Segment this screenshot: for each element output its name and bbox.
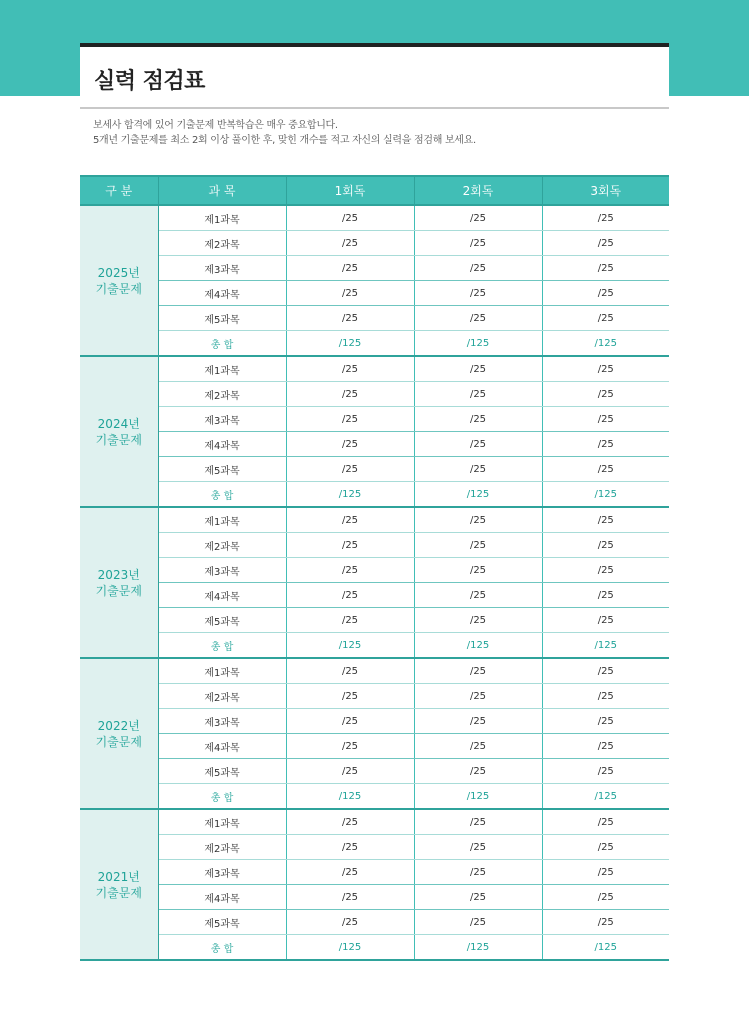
year-group-label	[80, 658, 158, 809]
score-cell-round-1[interactable]: /25	[286, 432, 414, 457]
table-row	[80, 558, 669, 583]
table-row	[80, 835, 669, 860]
subject-cell: 제5과목	[158, 608, 286, 633]
table-row	[80, 306, 669, 331]
subject-cell: 제1과목	[158, 658, 286, 684]
score-cell-round-1[interactable]: /25	[286, 205, 414, 231]
total-row	[80, 784, 669, 810]
score-cell-round-2[interactable]: /125	[414, 935, 542, 961]
score-cell-round-1[interactable]: /25	[286, 684, 414, 709]
score-cell-round-3[interactable]: /25	[542, 281, 669, 306]
score-cell-round-3[interactable]: /125	[542, 784, 669, 810]
score-cell-round-3[interactable]: /25	[542, 205, 669, 231]
score-cell-round-2[interactable]: /25	[414, 256, 542, 281]
table-row	[80, 734, 669, 759]
group-year: 2025년	[97, 265, 140, 280]
year-group-label	[80, 356, 158, 507]
score-cell-round-3[interactable]: /25	[542, 432, 669, 457]
subject-cell: 총 합	[158, 482, 286, 508]
group-sub: 기출문제	[95, 281, 142, 296]
score-cell-round-3[interactable]: /25	[542, 382, 669, 407]
score-cell-round-3[interactable]: /25	[542, 860, 669, 885]
score-cell-round-1[interactable]: /25	[286, 558, 414, 583]
subject-cell: 제2과목	[158, 835, 286, 860]
score-cell-round-2[interactable]: /125	[414, 784, 542, 810]
table-row	[80, 205, 669, 231]
score-cell-round-3[interactable]: /25	[542, 507, 669, 533]
table-row	[80, 684, 669, 709]
table-row	[80, 885, 669, 910]
subject-cell: 총 합	[158, 331, 286, 357]
subject-cell: 제2과목	[158, 533, 286, 558]
score-cell-round-2[interactable]: /25	[414, 885, 542, 910]
table-row	[80, 709, 669, 734]
score-cell-round-1[interactable]: /25	[286, 382, 414, 407]
score-cell-round-3[interactable]: /125	[542, 935, 669, 961]
table-body	[80, 205, 669, 960]
group-year: 2024년	[97, 416, 140, 431]
score-cell-round-2[interactable]: /25	[414, 734, 542, 759]
group-sub: 기출문제	[95, 432, 142, 447]
year-group-label	[80, 809, 158, 960]
score-cell-round-1[interactable]: /25	[286, 658, 414, 684]
table-row	[80, 860, 669, 885]
subject-cell: 제3과목	[158, 256, 286, 281]
score-cell-round-3[interactable]: /25	[542, 256, 669, 281]
subject-cell: 제3과목	[158, 860, 286, 885]
score-cell-round-2[interactable]: /25	[414, 231, 542, 256]
score-cell-round-2[interactable]: /25	[414, 608, 542, 633]
score-cell-round-3[interactable]: /25	[542, 608, 669, 633]
score-cell-round-1[interactable]: /25	[286, 507, 414, 533]
table-row	[80, 281, 669, 306]
total-row	[80, 482, 669, 508]
score-cell-round-2[interactable]: /25	[414, 860, 542, 885]
table-row	[80, 407, 669, 432]
score-cell-round-1[interactable]: /25	[286, 533, 414, 558]
score-check-table	[80, 175, 669, 961]
score-cell-round-1[interactable]: /25	[286, 809, 414, 835]
score-cell-round-3[interactable]: /25	[542, 734, 669, 759]
score-cell-round-1[interactable]: /25	[286, 759, 414, 784]
score-cell-round-1[interactable]: /125	[286, 935, 414, 961]
score-cell-round-2[interactable]: /25	[414, 809, 542, 835]
score-cell-round-2[interactable]: /25	[414, 835, 542, 860]
score-cell-round-3[interactable]: /25	[542, 910, 669, 935]
score-cell-round-2[interactable]: /25	[414, 709, 542, 734]
table-row	[80, 658, 669, 684]
score-cell-round-1[interactable]: /25	[286, 457, 414, 482]
subject-cell: 제2과목	[158, 231, 286, 256]
score-cell-round-2[interactable]: /125	[414, 331, 542, 357]
score-cell-round-3[interactable]: /25	[542, 885, 669, 910]
subject-cell: 총 합	[158, 784, 286, 810]
score-cell-round-1[interactable]: /25	[286, 910, 414, 935]
subject-cell: 제2과목	[158, 684, 286, 709]
score-cell-round-1[interactable]: /25	[286, 231, 414, 256]
score-cell-round-1[interactable]: /25	[286, 734, 414, 759]
table-row	[80, 608, 669, 633]
subject-cell: 제1과목	[158, 507, 286, 533]
table-row	[80, 382, 669, 407]
score-cell-round-2[interactable]: /25	[414, 533, 542, 558]
score-cell-round-3[interactable]: /25	[542, 684, 669, 709]
subject-cell: 제5과목	[158, 457, 286, 482]
intro-line-2: 5개년 기출문제를 최소 2회 이상 풀이한 후, 맞힌 개수를 적고 자신의 실력을 점검해 보세요.	[93, 135, 476, 146]
total-row	[80, 935, 669, 961]
score-cell-round-2[interactable]: /25	[414, 507, 542, 533]
header-round-1: 1회독	[286, 176, 414, 205]
group-sub: 기출문제	[95, 734, 142, 749]
group-sub: 기출문제	[95, 583, 142, 598]
score-cell-round-1[interactable]: /25	[286, 356, 414, 382]
subject-cell: 제2과목	[158, 382, 286, 407]
score-cell-round-2[interactable]: /25	[414, 281, 542, 306]
subject-cell: 총 합	[158, 633, 286, 659]
table-row	[80, 231, 669, 256]
table-row	[80, 533, 669, 558]
score-cell-round-3[interactable]: /25	[542, 231, 669, 256]
score-cell-round-1[interactable]: /25	[286, 407, 414, 432]
subject-cell: 제4과목	[158, 432, 286, 457]
score-cell-round-2[interactable]: /25	[414, 432, 542, 457]
score-cell-round-2[interactable]: /25	[414, 910, 542, 935]
title-divider	[80, 107, 669, 109]
score-cell-round-3[interactable]: /25	[542, 407, 669, 432]
table-row	[80, 256, 669, 281]
score-cell-round-1[interactable]: /125	[286, 633, 414, 659]
score-cell-round-3[interactable]: /25	[542, 558, 669, 583]
score-cell-round-1[interactable]: /25	[286, 608, 414, 633]
score-cell-round-3[interactable]: /25	[542, 356, 669, 382]
score-cell-round-1[interactable]: /125	[286, 331, 414, 357]
header-round-3: 3회독	[542, 176, 669, 205]
group-sub: 기출문제	[95, 885, 142, 900]
page-title: 실력 점검표	[94, 69, 205, 94]
score-cell-round-2[interactable]: /25	[414, 382, 542, 407]
score-cell-round-3[interactable]: /25	[542, 759, 669, 784]
table-row	[80, 759, 669, 784]
subject-cell: 제4과목	[158, 885, 286, 910]
score-cell-round-3[interactable]: /25	[542, 809, 669, 835]
subject-cell: 제4과목	[158, 583, 286, 608]
subject-cell: 제5과목	[158, 910, 286, 935]
score-cell-round-2[interactable]: /25	[414, 356, 542, 382]
score-cell-round-3[interactable]: /25	[542, 583, 669, 608]
score-cell-round-2[interactable]: /25	[414, 306, 542, 331]
year-group-label	[80, 205, 158, 356]
subject-cell: 제4과목	[158, 734, 286, 759]
subject-cell: 제4과목	[158, 281, 286, 306]
score-cell-round-2[interactable]: /25	[414, 583, 542, 608]
table-header-row	[80, 176, 669, 205]
score-cell-round-3[interactable]: /25	[542, 457, 669, 482]
header-round-2: 2회독	[414, 176, 542, 205]
subject-cell: 제1과목	[158, 809, 286, 835]
subject-cell: 제5과목	[158, 306, 286, 331]
year-group-label	[80, 507, 158, 658]
table-row	[80, 809, 669, 835]
score-cell-round-1[interactable]: /125	[286, 784, 414, 810]
score-cell-round-3[interactable]: /125	[542, 633, 669, 659]
subject-cell: 제3과목	[158, 558, 286, 583]
score-cell-round-1[interactable]: /25	[286, 885, 414, 910]
score-cell-round-3[interactable]: /25	[542, 533, 669, 558]
intro-line-1: 보세사 합격에 있어 기출문제 반복학습은 매우 중요합니다.	[93, 120, 338, 131]
subject-cell: 제5과목	[158, 759, 286, 784]
score-cell-round-3[interactable]: /25	[542, 658, 669, 684]
score-cell-round-2[interactable]: /25	[414, 407, 542, 432]
score-cell-round-1[interactable]: /25	[286, 583, 414, 608]
table-row	[80, 457, 669, 482]
score-cell-round-3[interactable]: /25	[542, 835, 669, 860]
score-cell-round-2[interactable]: /25	[414, 205, 542, 231]
score-cell-round-1[interactable]: /125	[286, 482, 414, 508]
score-cell-round-2[interactable]: /25	[414, 558, 542, 583]
subject-cell: 제1과목	[158, 356, 286, 382]
score-cell-round-2[interactable]: /125	[414, 482, 542, 508]
table-row	[80, 356, 669, 382]
title-card	[80, 43, 669, 108]
table-row	[80, 432, 669, 457]
score-cell-round-2[interactable]: /25	[414, 457, 542, 482]
table-row	[80, 507, 669, 533]
score-cell-round-3[interactable]: /125	[542, 482, 669, 508]
score-cell-round-3[interactable]: /25	[542, 306, 669, 331]
subject-cell: 제3과목	[158, 709, 286, 734]
group-year: 2022년	[97, 718, 140, 733]
score-cell-round-3[interactable]: /25	[542, 709, 669, 734]
total-row	[80, 331, 669, 357]
subject-cell: 제3과목	[158, 407, 286, 432]
score-cell-round-3[interactable]: /125	[542, 331, 669, 357]
score-cell-round-1[interactable]: /25	[286, 835, 414, 860]
total-row	[80, 633, 669, 659]
score-cell-round-2[interactable]: /25	[414, 684, 542, 709]
intro-text	[93, 118, 476, 148]
score-cell-round-1[interactable]: /25	[286, 306, 414, 331]
score-cell-round-1[interactable]: /25	[286, 709, 414, 734]
score-cell-round-1[interactable]: /25	[286, 281, 414, 306]
score-cell-round-2[interactable]: /125	[414, 633, 542, 659]
score-cell-round-2[interactable]: /25	[414, 759, 542, 784]
subject-cell: 제1과목	[158, 205, 286, 231]
group-year: 2023년	[97, 567, 140, 582]
score-cell-round-2[interactable]: /25	[414, 658, 542, 684]
table-row	[80, 583, 669, 608]
score-cell-round-1[interactable]: /25	[286, 256, 414, 281]
subject-cell: 총 합	[158, 935, 286, 961]
header-subject: 과 목	[158, 176, 286, 205]
table-row	[80, 910, 669, 935]
group-year: 2021년	[97, 869, 140, 884]
score-cell-round-1[interactable]: /25	[286, 860, 414, 885]
header-category: 구 분	[80, 176, 158, 205]
